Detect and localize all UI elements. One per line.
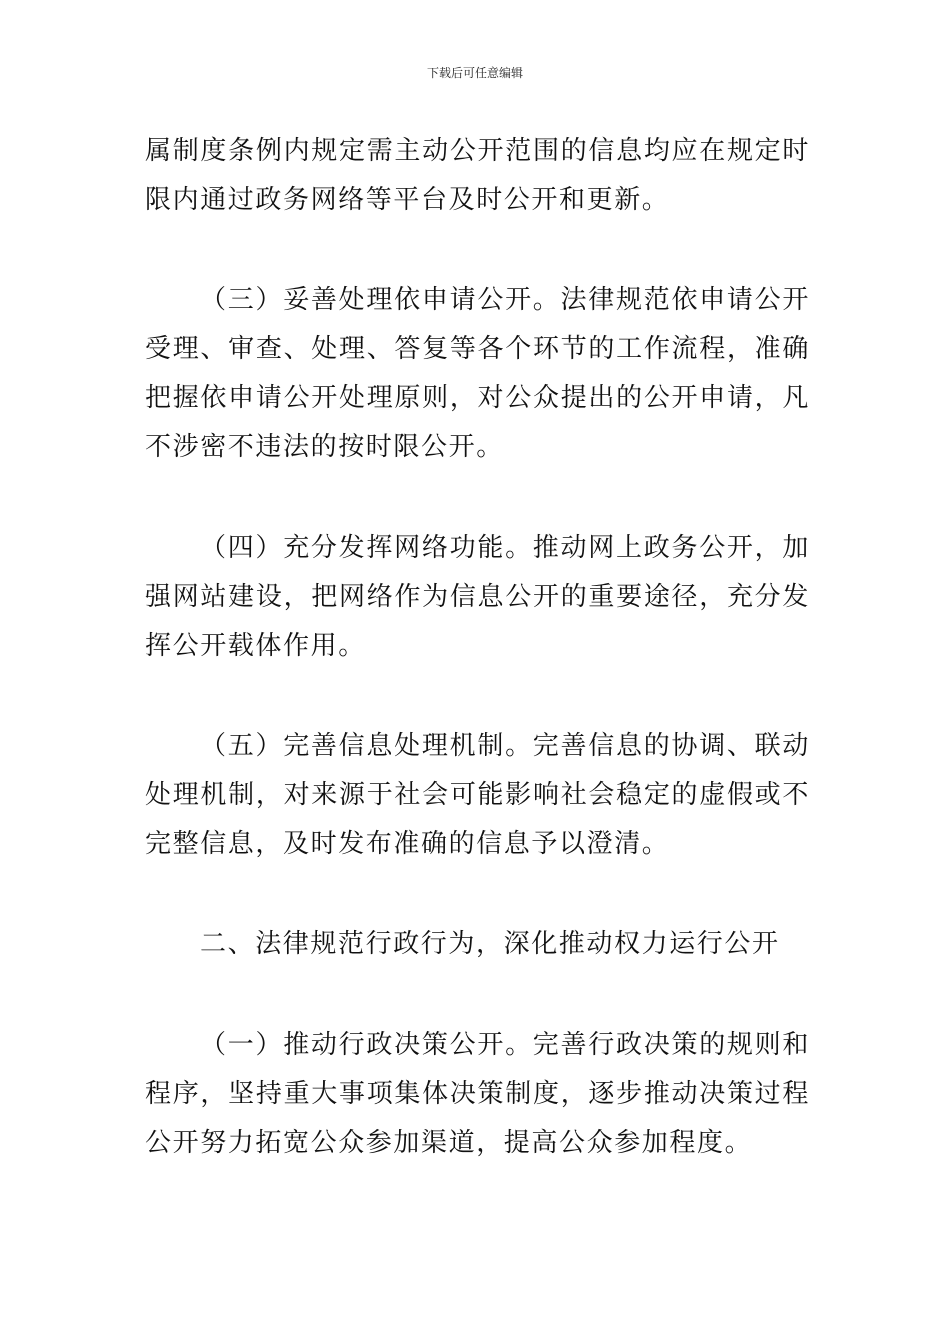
- heading-part-two: 二、法律规范行政行为，深化推动权力运行公开: [200, 929, 780, 959]
- paragraph-part-two-section-1: （一）推动行政决策公开。完善行政决策的规则和程序，坚持重大事项集体决策制度，逐步推动决策过程公开努力拓宽公众参加渠道，提高公众参加程度。: [145, 1030, 810, 1158]
- page-header: 下载后可任意编辑: [426, 66, 523, 80]
- paragraph-section-5: （五）完善信息处理机制。完善信息的协调、联动处理机制，对来源于社会可能影响社会稳定的虚假或不完整信息，及时发布准确的信息予以澄清。: [145, 731, 810, 859]
- paragraph-continuation: 属制度条例内规定需主动公开范围的信息均应在规定时限内通过政务网络等平台及时公开和更新。: [145, 136, 810, 215]
- paragraph-section-4: （四）充分发挥网络功能。推动网上政务公开，加强网站建设，把网络作为信息公开的重要途径，充分发挥公开载体作用。: [145, 533, 810, 661]
- paragraph-section-3: （三）妥善处理依申请公开。法律规范依申请公开受理、审查、处理、答复等各个环节的工作流程，准确把握依申请公开处理原则，对公众提出的公开申请，凡不涉密不违法的按时限公开。: [145, 285, 810, 462]
